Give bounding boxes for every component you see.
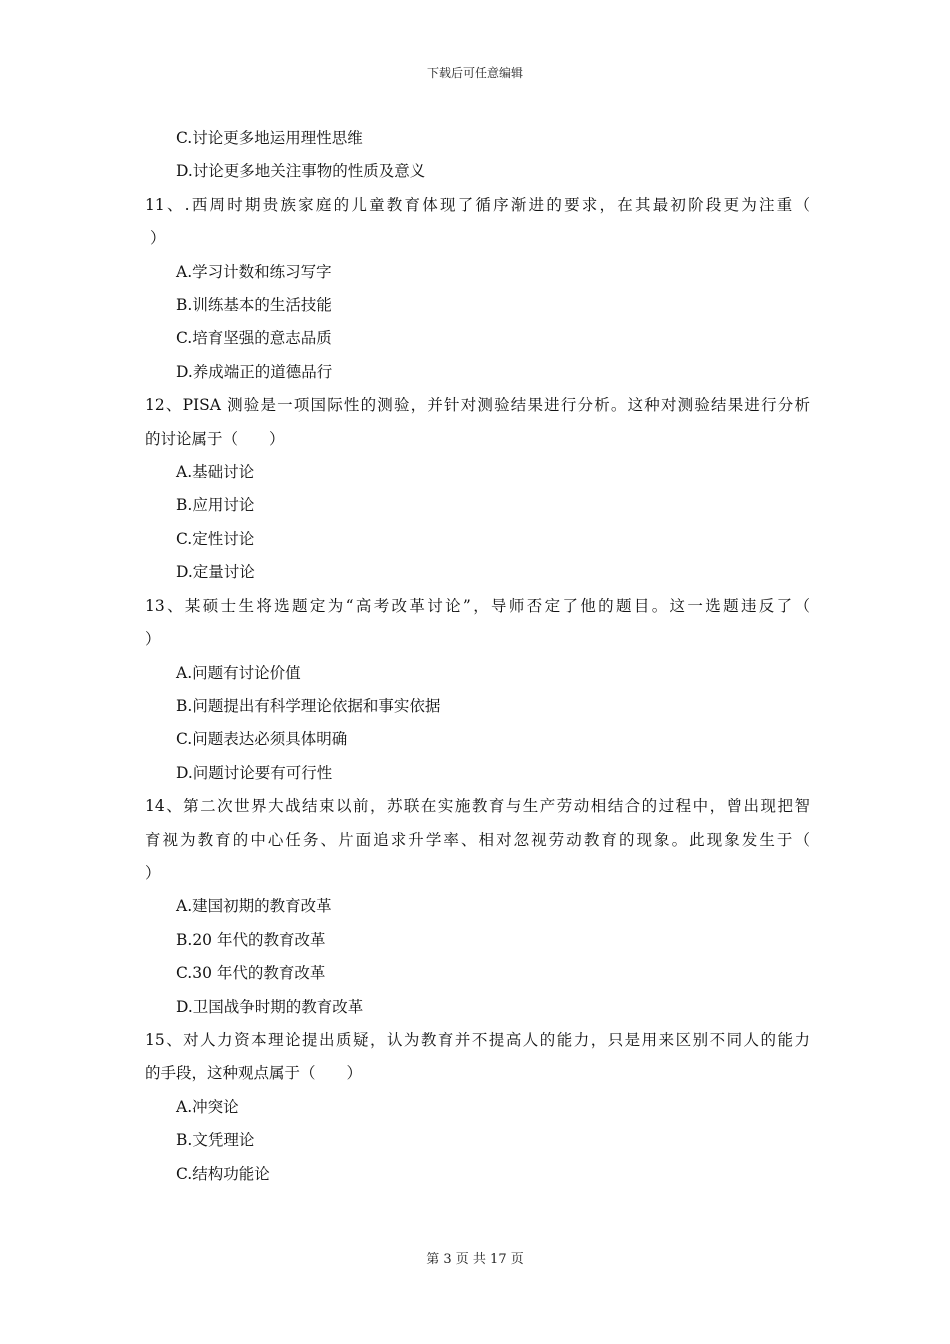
- option-line: D.定量讨论: [176, 563, 255, 582]
- option-line: D.卫国战争时期的教育改革: [176, 997, 364, 1016]
- question-continuation: ）: [145, 863, 161, 882]
- option-line: A.基础讨论: [176, 463, 255, 482]
- option-line: A.冲突论: [176, 1097, 239, 1116]
- option-line: C.定性讨论: [176, 529, 255, 548]
- document-body: [145, 122, 810, 1191]
- option-line: A.问题有讨论价值: [176, 663, 301, 682]
- question-line: 14、第二次世界大战结束以前，苏联在实施教育与生产劳动相结合的过程中，曾出现把智: [145, 797, 810, 816]
- option-line: C.培育坚强的意志品质: [176, 329, 332, 348]
- question-line: 15、对人力资本理论提出质疑，认为教育并不提高人的能力，只是用来区别不同人的能力: [145, 1030, 810, 1049]
- option-line: B.20 年代的教育改革: [176, 930, 326, 949]
- question-line: 12、PISA 测验是一项国际性的测验，并针对测验结果进行分析。这种对测验结果进行分析: [145, 396, 810, 415]
- option-line: B.训练基本的生活技能: [176, 296, 332, 315]
- option-line: B.问题提出有科学理论依据和事实依据: [176, 696, 441, 715]
- question-line: 11、.西周时期贵族家庭的儿童教育体现了循序渐进的要求，在其最初阶段更为注重（: [145, 195, 810, 214]
- option-line: D.养成端正的道德品行: [176, 362, 333, 381]
- option-line: D.问题讨论要有可行性: [176, 763, 333, 782]
- option-line: C.讨论更多地运用理性思维: [176, 129, 363, 147]
- question-continuation: ）: [150, 229, 166, 248]
- option-line: C.结构功能论: [176, 1164, 270, 1183]
- question-continuation: 的手段，这种观点属于（ ）: [145, 1064, 363, 1083]
- option-line: A.建国初期的教育改革: [176, 897, 332, 916]
- question-continuation: ）: [145, 630, 161, 649]
- option-line: B.文凭理论: [176, 1131, 255, 1150]
- question-continuation: 的讨论属于（ ）: [145, 429, 285, 448]
- option-line: B.应用讨论: [176, 496, 255, 515]
- page-footer: 第 3 页 共 17 页: [426, 1252, 524, 1267]
- question-line: 13、某硕士生将选题定为“高考改革讨论”，导师否定了他的题目。这一选题违反了（: [145, 596, 810, 615]
- option-line: C.问题表达必须具体明确: [176, 730, 348, 749]
- option-line: A.学习计数和练习写字: [176, 262, 332, 281]
- option-line: D.讨论更多地关注事物的性质及意义: [176, 162, 426, 181]
- option-line: C.30 年代的教育改革: [176, 964, 326, 983]
- page-header: 下载后可任意编辑: [426, 66, 523, 80]
- question-line: 育视为教育的中心任务、片面追求升学率、相对忽视劳动教育的现象。此现象发生于（: [145, 830, 810, 849]
